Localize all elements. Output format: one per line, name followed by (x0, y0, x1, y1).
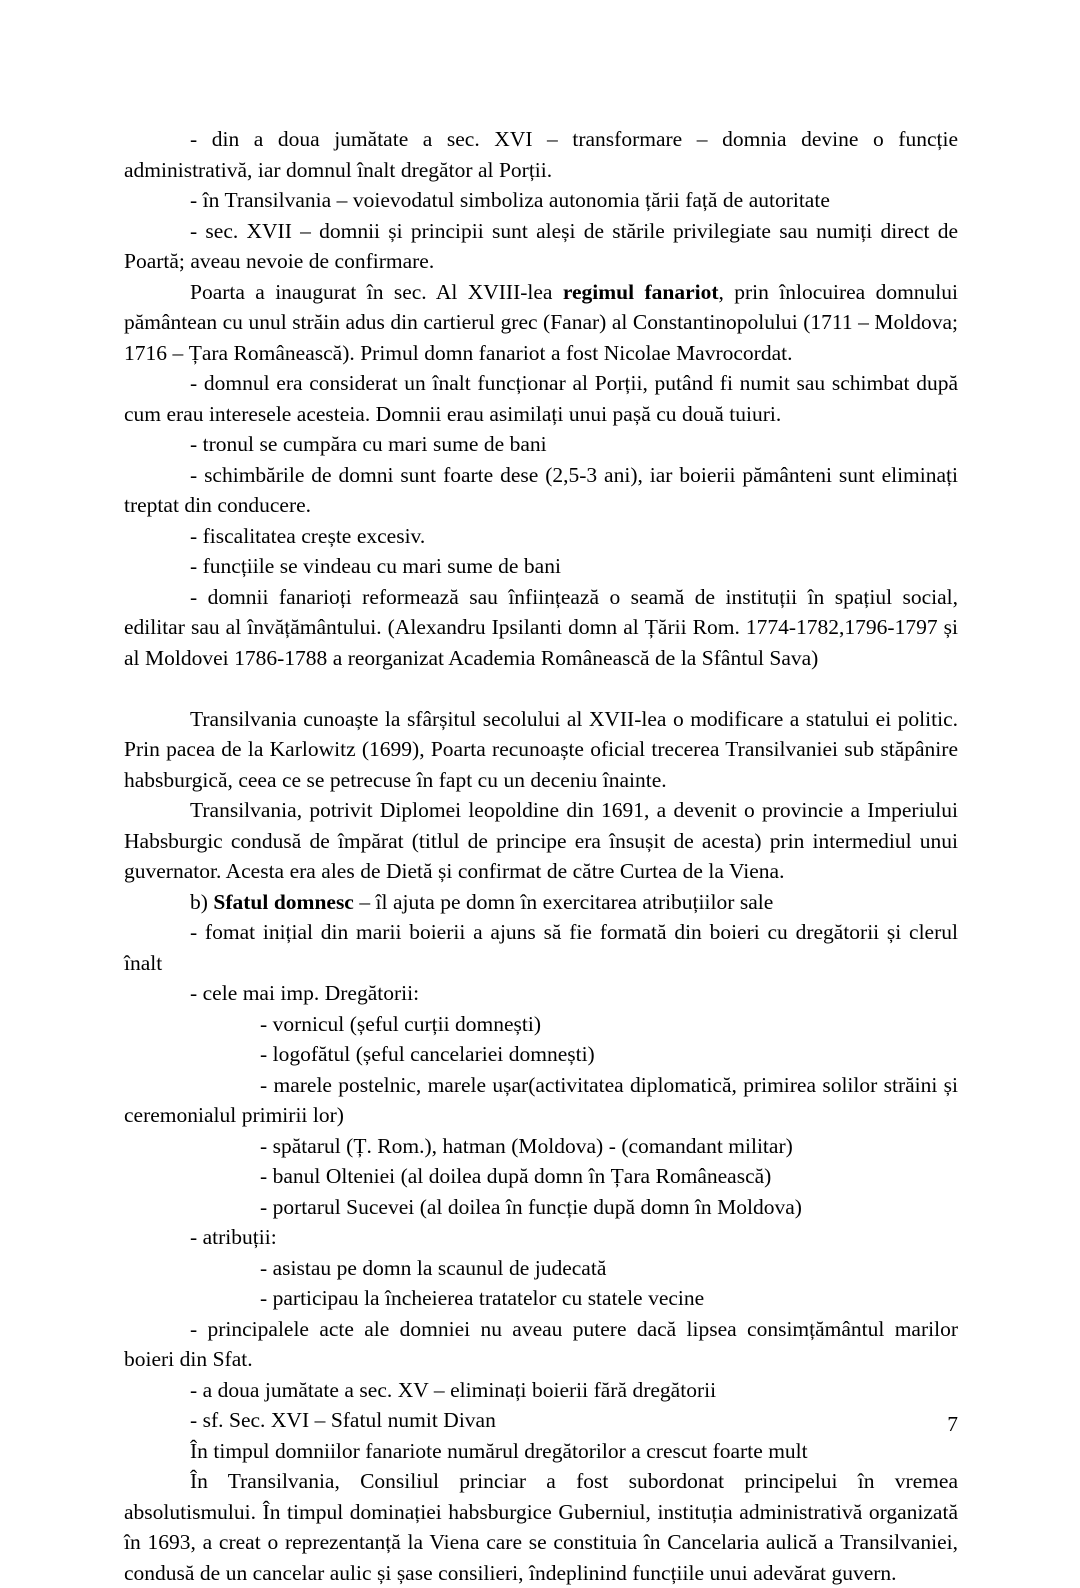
page-body-text (124, 124, 958, 1588)
paragraph: - fiscalitatea crește excesiv. (190, 523, 426, 548)
paragraph-gap (124, 673, 958, 704)
paragraph: - din a doua jumătate a sec. XVI – transformare – domnia devine o funcție administrativă, iar domnul înalt dregător al Porții. (124, 127, 958, 182)
paragraph: - tronul se cumpăra cu mari sume de bani (190, 432, 547, 456)
paragraph: În Transilvania, Consiliul princiar a fost subordonat principelui în vremea absolutismului. În timpul dominației habsburgice Guberniul, instituția administrativă organizată în 1693, a creat o reprezentanță la Viena care se constituia în Cancelaria aulică a Transilvaniei, condusă de un cancelar aulic și șase consilieri, îndeplinind funcțiile unui adevărat guvern. (124, 1469, 958, 1585)
page-number: 7 (947, 1412, 958, 1436)
paragraph: - cele mai imp. Dregătorii: (190, 981, 420, 1005)
paragraph: Transilvania cunoaște la sfârșitul secolului al XVII-lea o modificare a statului ei politic. Prin pacea de la Karlowitz (1699), Poarta recunoaște oficial trecerea Transilvaniei sub stăpânire habsburgică, ceea ce se petrecuse în fapt cu un deceniu înainte. (124, 706, 958, 792)
paragraph: - funcțiile se vindeau cu mari sume de bani (190, 554, 561, 578)
paragraph: - sec. XVII – domnii și principii sunt aleși de stările privilegiate sau numiți direct de Poartă; aveau nevoie de confirmare. (124, 218, 958, 273)
list-item: - banul Olteniei (al doilea după domn în Țara Românească) (260, 1164, 772, 1188)
text-run: b) (190, 889, 214, 914)
list-item: - participau la încheierea tratatelor cu statele vecine (260, 1286, 705, 1310)
text-run: – îl ajuta pe domn în exercitarea atribuțiilor sale (353, 889, 774, 914)
list-item: - portarul Sucevei (al doilea în funcție după domn în Moldova) (260, 1194, 802, 1219)
text-run: , prin înlocuirea domnului pământean cu unul străin adus din cartierul grec (Fanar) al Constantinopolului (1711 – Moldova; 1716 – Țara Românească). Primul domn fanariot a fost Nicolae Mavrocordat. (124, 279, 958, 365)
paragraph: - în Transilvania – voievodatul simboliza autonomia țării față de autoritate (190, 188, 830, 212)
list-item: - spătarul (Ț. Rom.), hatman (Moldova) - (comandant militar) (260, 1133, 793, 1158)
paragraph: În timpul domniilor fanariote numărul dregătorilor a crescut foarte mult (190, 1438, 808, 1463)
list-item: - atribuții: (190, 1225, 277, 1249)
paragraph: Transilvania, potrivit Diplomei leopoldine din 1691, a devenit o provincie a Imperiului Habsburgic condusă de împărat (titlul de principe era însușit de acesta) prin intermediul unui guvernator. Acesta era ales de Dietă și confirmat de către Curtea de la Viena. (124, 798, 958, 883)
list-item: - vornicul (șeful curții domnești) (260, 1011, 542, 1036)
paragraph: - domnii fanarioți reformează sau înființează o seamă de instituții în spațiul social, edilitar sau al învățământului. (Alexandru Ipsilanti domn al Țării Rom. 1774-1782,1796-1797 și al Moldovei 1786-1788 a reorganizat Academia Românească de la Sfântul Sava) (124, 584, 958, 670)
list-item: - asistau pe domn la scaunul de judecată (260, 1255, 607, 1280)
list-item: - logofătul (șeful cancelariei domnești) (260, 1042, 595, 1066)
paragraph: - sf. Sec. XVI – Sfatul numit Divan (190, 1408, 496, 1432)
paragraph: - schimbările de domni sunt foarte dese (2,5-3 ani), iar boierii pământeni sunt eliminați treptat din conducere. (124, 462, 958, 517)
bold-term-regimul-fanariot: regimul fanariot (562, 279, 719, 304)
paragraph-with-bold (124, 887, 958, 918)
bold-term-sfatul-domnesc: Sfatul domnesc (213, 889, 354, 914)
text-run: Poarta a inaugurat în sec. Al XVIII-lea (190, 279, 563, 304)
list-item: - marele postelnic, marele ușar(activitatea diplomatică, primirea solilor străini și ceremonialul primirii lor) (124, 1072, 958, 1127)
paragraph: - fomat inițial din marii boierii a ajuns să fie formată din boieri cu dregătorii și clerul înalt (124, 920, 958, 975)
paragraph: - domnul era considerat un înalt funcționar al Porții, putând fi numit sau schimbat după cum erau interesele acesteia. Domnii erau asimilați unui pașă cu două tuiuri. (124, 371, 958, 426)
paragraph: - principalele acte ale domniei nu aveau putere dacă lipsea consimțământul marilor boieri din Sfat. (124, 1316, 958, 1371)
paragraph: - a doua jumătate a sec. XV – eliminați boierii fără dregătorii (190, 1377, 717, 1402)
paragraph-with-bold (124, 277, 958, 369)
